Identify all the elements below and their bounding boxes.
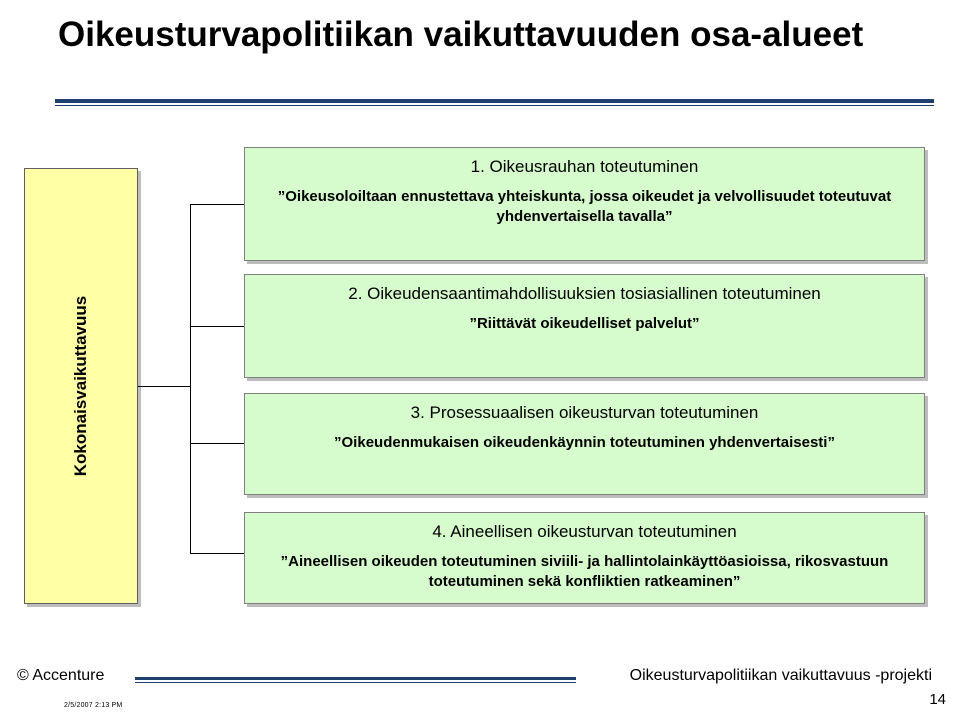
area-description: ”Aineellisen oikeuden toteutuminen siviili- ja hallintolainkäyttöasioissa, rikosvastuun toteutuminen sekä konfliktien ratkeaminen” bbox=[280, 553, 889, 590]
area-heading: 3. Prosessuaalisen oikeusturvan toteutuminen bbox=[410, 403, 759, 422]
area-description: ”Oikeusoloiltaan ennustettava yhteiskunta, jossa oikeudet ja velvollisuudet toteutuvat yhdenvertaisella tavalla” bbox=[277, 188, 892, 225]
title-rule-thin bbox=[55, 105, 934, 106]
footer-project: Oikeusturvapolitiikan vaikuttavuus -projekti bbox=[629, 667, 932, 684]
connector-area-3 bbox=[190, 443, 244, 444]
area-description: ”Riittävät oikeudelliset palvelut” bbox=[469, 315, 700, 332]
area-description: ”Oikeudenmukaisen oikeudenkäynnin toteutuminen yhdenvertaisesti” bbox=[334, 434, 835, 451]
connector-area-4 bbox=[190, 553, 244, 554]
title-rule bbox=[55, 99, 934, 103]
area-box-4 bbox=[244, 512, 925, 604]
connector-area-2 bbox=[190, 326, 244, 327]
area-heading: 2. Oikeudensaantimahdollisuuksien tosiasiallinen toteutuminen bbox=[348, 284, 821, 303]
area-box-2 bbox=[244, 274, 925, 378]
connector-area-1 bbox=[190, 204, 244, 205]
footer-datestamp: 2/5/2007 2:13 PM bbox=[64, 702, 123, 709]
footer-rule bbox=[135, 677, 576, 680]
area-box-3 bbox=[244, 393, 925, 495]
connector-spine bbox=[190, 204, 191, 554]
root-label: Kokonaisvaikuttavuus bbox=[71, 295, 90, 477]
area-heading: 4. Aineellisen oikeusturvan toteutuminen bbox=[432, 522, 737, 541]
connector-root bbox=[138, 386, 191, 387]
area-heading: 1. Oikeusrauhan toteutuminen bbox=[470, 157, 699, 176]
slide-title: Oikeusturvapolitiikan vaikuttavuuden osa-alueet bbox=[58, 15, 864, 54]
page-number: 14 bbox=[929, 691, 946, 708]
area-box-1 bbox=[244, 147, 925, 261]
footer-rule-thin bbox=[135, 682, 576, 683]
footer-copyright: © Accenture bbox=[17, 667, 105, 684]
